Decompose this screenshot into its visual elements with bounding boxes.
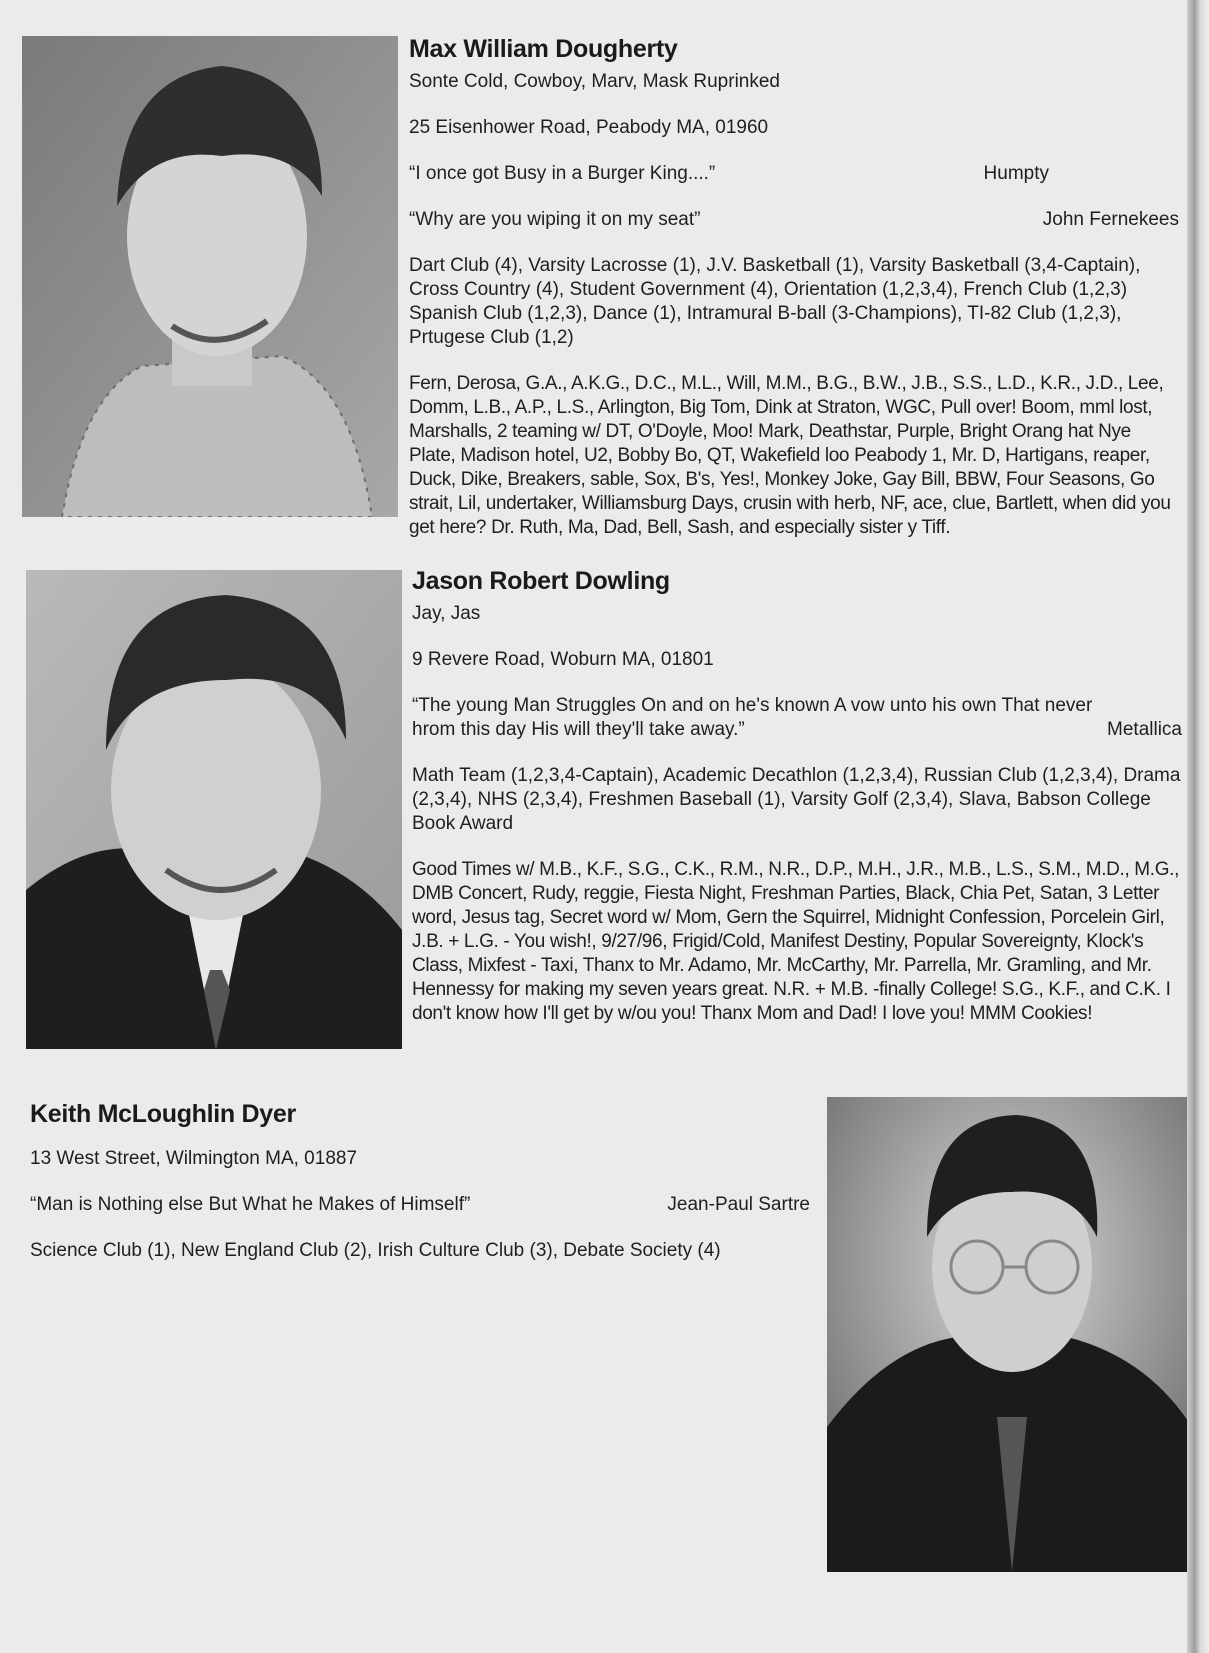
quote-author: Metallica	[1107, 719, 1182, 740]
senior-entry-max-dougherty	[409, 34, 1179, 540]
nicknames: Sonte Cold, Cowboy, Marv, Mask Ruprinked	[409, 71, 781, 92]
student-name: Max William Dougherty	[409, 35, 678, 63]
quote-row	[30, 1193, 810, 1217]
quote-text: “Why are you wiping it on my seat”	[409, 209, 701, 230]
quote-row	[409, 208, 1179, 232]
student-name: Jason Robert Dowling	[412, 567, 670, 595]
quote-block	[412, 694, 1182, 742]
senior-entry-jason-dowling	[412, 566, 1182, 1026]
activities: Dart Club (4), Varsity Lacrosse (1), J.V. Basketball (1), Varsity Basketball (3,4-Captain), Cross Country (4), Student Government (4), Orientation (1,2,3,4), French Club (1,2,3) Spanish Club (1,2,3), Dance (1), Intramural B-ball (3-Champions), TI-82 Club (1,2,3), Prtugese Club (1,2)	[409, 255, 1141, 348]
memories: Good Times w/ M.B., K.F., S.G., C.K., R.M., N.R., D.P., M.H., J.R., M.B., L.S., S.M., M.D., M.G., DMB Concert, Rudy, reggie, Fiesta Night, Freshman Parties, Black, Chia Pet, Satan, 3 Letter word, Jesus tag, Secret word w/ Mom, Gern the Squirrel, Midnight Confession, Porcelein Girl, J.B. + L.G. - You wish!, 9/27/96, Frigid/Cold, Manifest Destiny, Popular Sovereignty, Klock's Class, Mixfest - Taxi, Thanx to Mr. Adamo, Mr. McCarthy, Mr. Parrella, Mr. Gramling, and Mr. Hennessy for making my seven years great. N.R. + M.B. -finally College! S.G., K.F., and C.K. I don't know how I'll get by w/ou you! Thanx Mom and Dad! I love you! MMM Cookies!	[412, 859, 1179, 1024]
activities: Math Team (1,2,3,4-Captain), Academic Decathlon (1,2,3,4), Russian Club (1,2,3,4), Drama (2,3,4), NHS (2,3,4), Freshmen Baseball (1), Varsity Golf (2,3,4), Slava, Babson College Book Award	[412, 765, 1181, 834]
portrait-photo-max-dougherty	[22, 36, 398, 517]
quote-text-line2: hrom this day His will they'll take away.”	[412, 719, 745, 740]
senior-entry-keith-dyer	[30, 1099, 810, 1263]
quote-row	[409, 162, 1179, 186]
address: 13 West Street, Wilmington MA, 01887	[30, 1148, 358, 1169]
page-binding-edge	[1187, 0, 1209, 1653]
memories: Fern, Derosa, G.A., A.K.G., D.C., M.L., Will, M.M., B.G., B.W., J.B., S.S., L.D., K.R., J.D., Lee, Domm, L.B., A.P., L.S., Arlington, Big Tom, Dink at Straton, WGC, Pull over! Boom, mml lost, Marshalls, 2 teaming w/ DT, O'Doyle, Moo! Mark, Deathstar, Purple, Bright Orang hat Nye Plate, Madison hotel, U2, Bobby Bo, QT, Wakefield loo Peabody 1, Mr. D, Hartigans, reaper, Duck, Dike, Breakers, sable, Sox, B's, Yes!, Monkey Joke, Gay Bill, BBW, Four Seasons, Go strait, Lil, undertaker, Williamsburg Days, crusin with herb, NF, ace, clue, Bartlett, when did you get here? Dr. Ruth, Ma, Dad, Bell, Sash, and especially sister y Tiff.	[409, 373, 1171, 538]
quote-author: Humpty	[983, 163, 1049, 184]
student-name: Keith McLoughlin Dyer	[30, 1100, 296, 1128]
quote-text: “Man is Nothing else But What he Makes of Himself”	[30, 1194, 471, 1215]
address: 9 Revere Road, Woburn MA, 01801	[412, 649, 714, 670]
quote-author: John Fernekees	[1042, 209, 1179, 230]
quote-text: “I once got Busy in a Burger King....”	[409, 163, 716, 184]
quote-text-line1: “The young Man Struggles On and on he's known A vow unto his own That never	[412, 695, 1093, 716]
portrait-photo-keith-dyer	[827, 1097, 1192, 1572]
portrait-photo-jason-dowling	[26, 570, 402, 1049]
activities: Science Club (1), New England Club (2), Irish Culture Club (3), Debate Society (4)	[30, 1240, 721, 1261]
quote-author: Jean-Paul Sartre	[667, 1194, 810, 1215]
address: 25 Eisenhower Road, Peabody MA, 01960	[409, 117, 769, 138]
nicknames: Jay, Jas	[412, 603, 481, 624]
